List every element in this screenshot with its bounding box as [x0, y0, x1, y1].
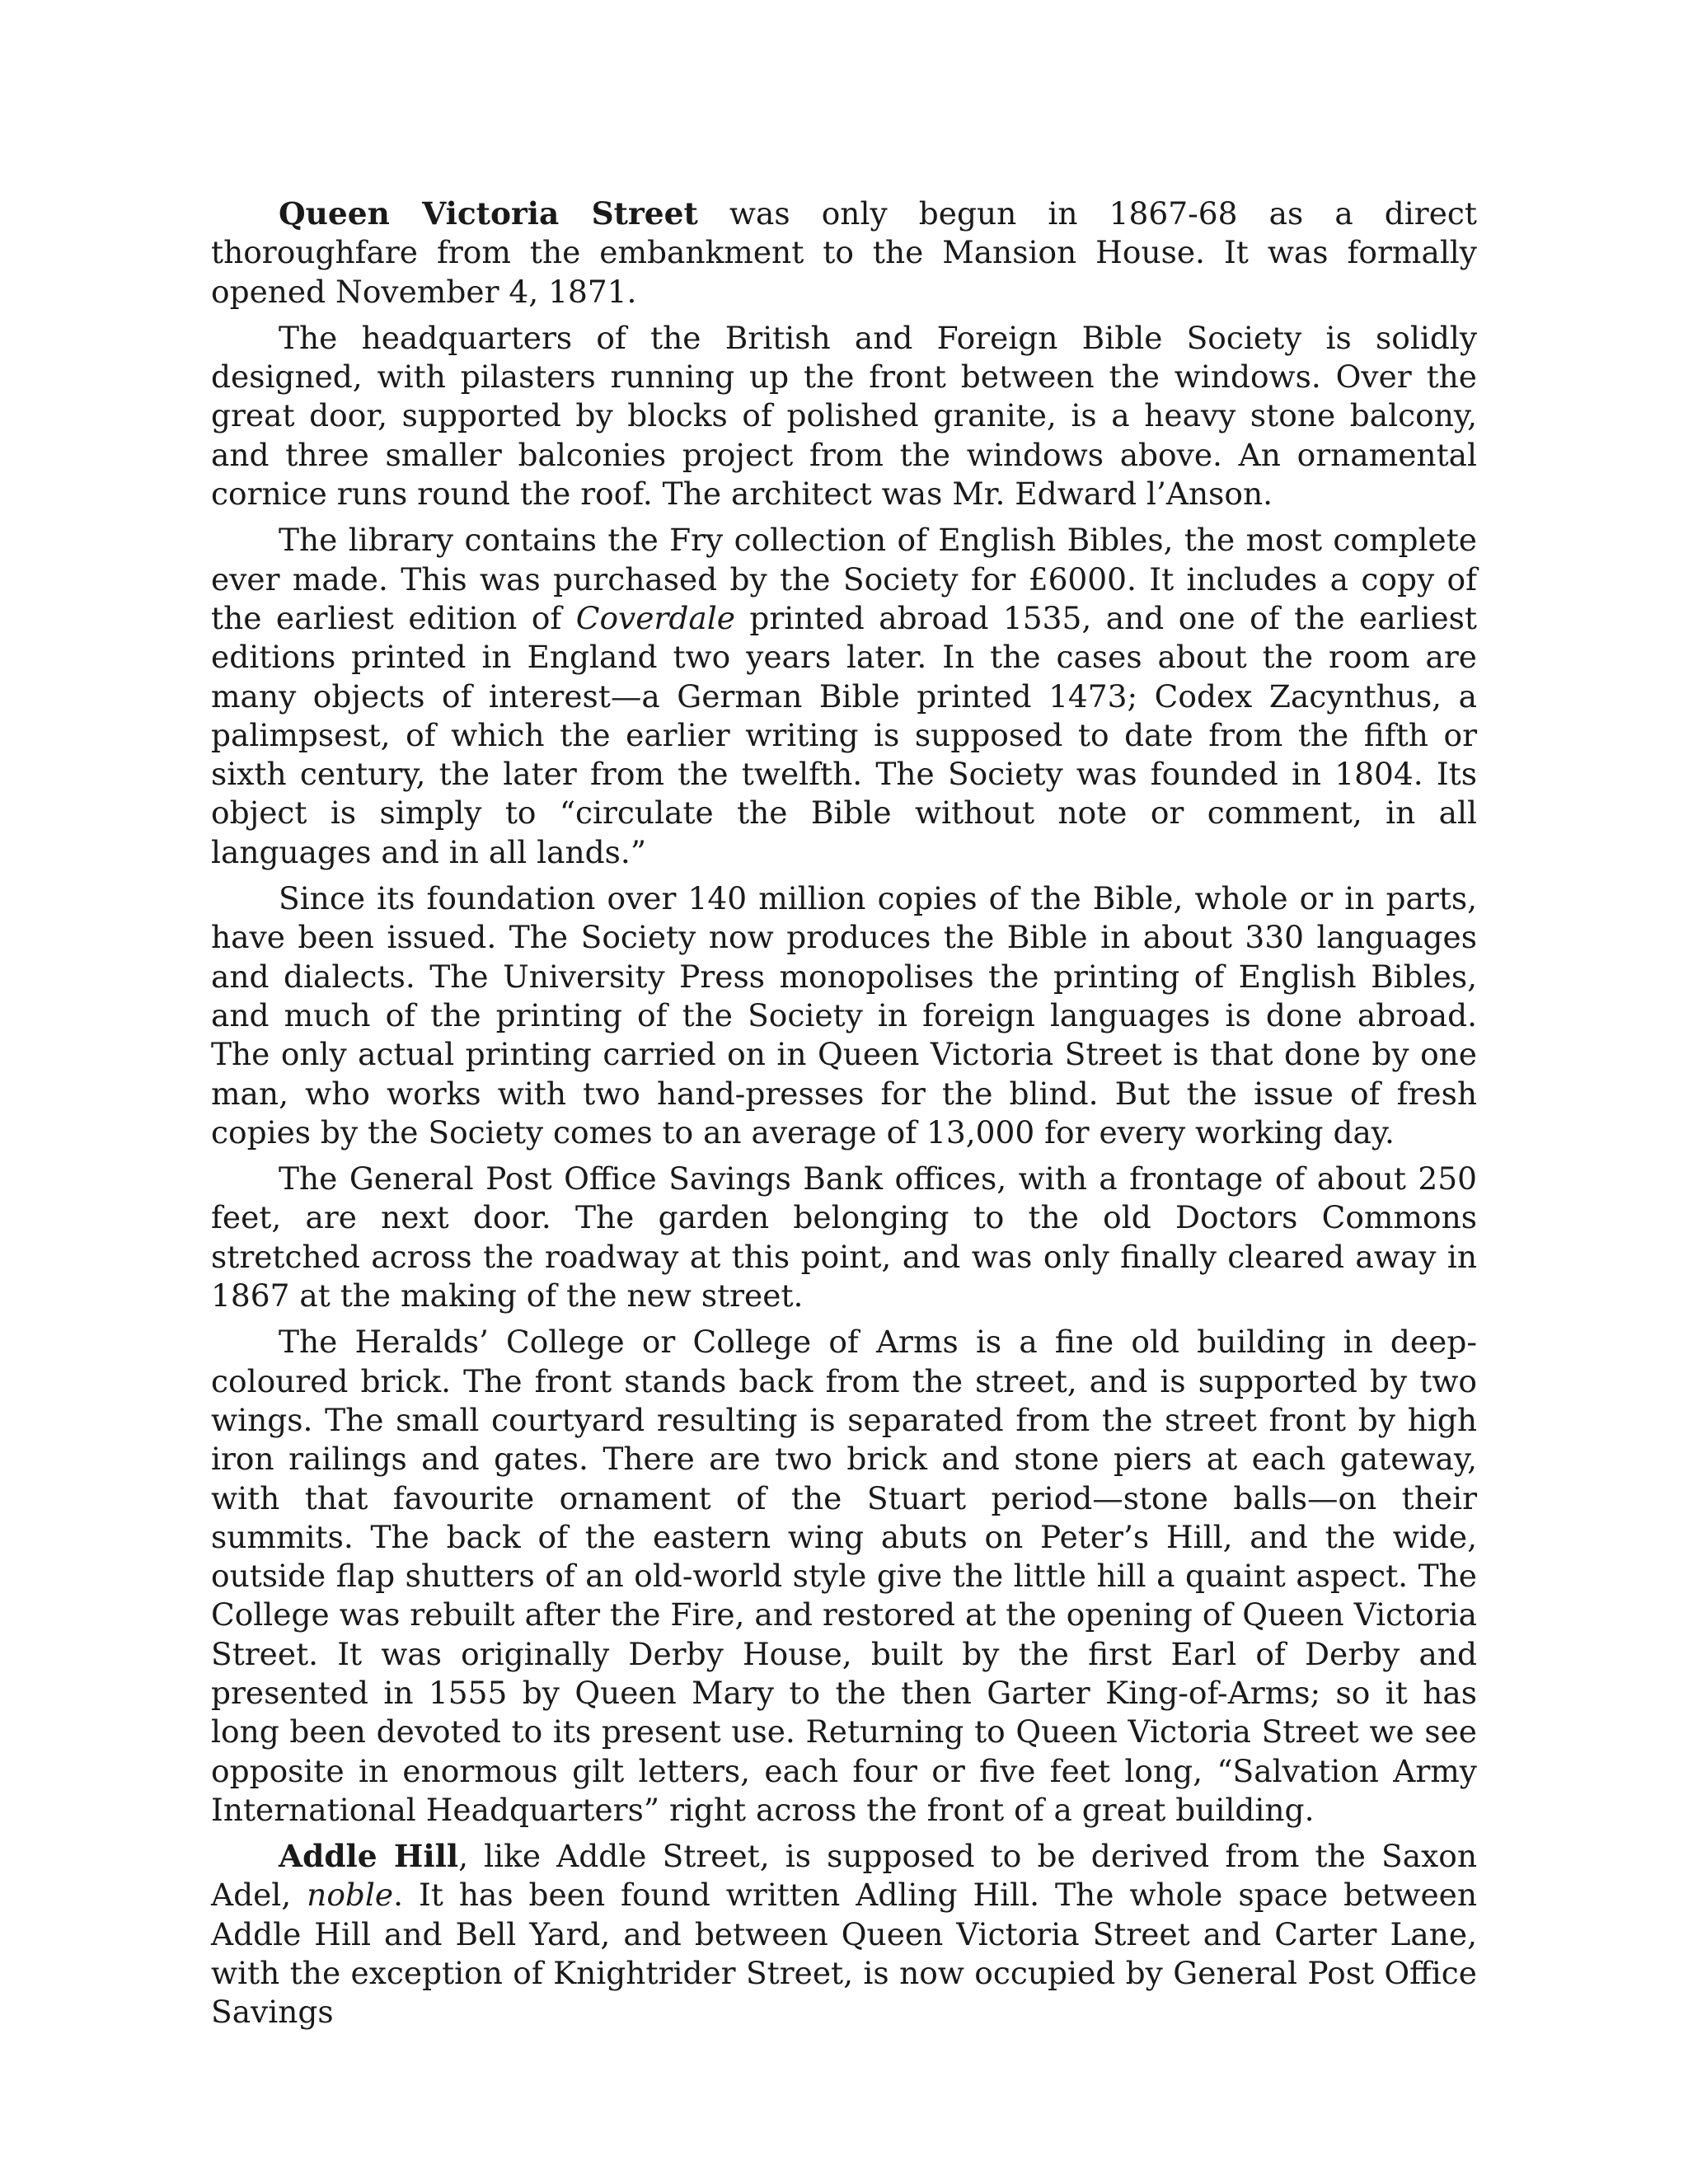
- paragraph: [211, 521, 1477, 872]
- document-page: [211, 194, 1477, 2040]
- paragraph-text: The library contains the Fry collection of English Bibles, the most complete ever made. This was purchased by the Society for £6000. It includes a copy of the earliest edition of: [211, 522, 1477, 636]
- paragraph-text: The Heralds’ College or College of Arms is a fine old building in deep-coloured brick. The front stands back from the street, and is supported by two wings. The small courtyard resulting is separated from the street front by high iron railings and gates. There are two brick and stone piers at each gateway, with that favourite ornament of the Stuart period—stone balls—on their summits. The back of the eastern wing abuts on Peter’s Hill, and the wide, outside flap shutters of an old-world style give the little hill a quaint aspect. The College was rebuilt after the Fire, and restored at the opening of Queen Victoria Street. It was originally Derby House, built by the first Earl of Derby and presented in 1555 by Queen Mary to the then Garter King-of-Arms; so it has long been devoted to its present use. Returning to Queen Victoria Street we see opposite in enormous gilt letters, each four or five feet long, “Salvation Army International Headquarters” right across the front of a great building.: [211, 1324, 1477, 1828]
- paragraph: [211, 319, 1477, 513]
- paragraph: [211, 194, 1477, 312]
- paragraph-lead-term: Addle Hill: [279, 1838, 459, 1875]
- paragraph: [211, 1160, 1477, 1315]
- paragraph-text: . It has been found written Adling Hill. The whole space between Addle Hill and Bell Yard, and between Queen Victoria Street and Carter Lane, with the exception of Knightrider Street, is now occupied by General Post Office Savings: [211, 1877, 1477, 2031]
- paragraph-text: Since its foundation over 140 million copies of the Bible, whole or in parts, have been issued. The Society now produces the Bible in about 330 languages and dialects. The University Press monopolises the printing of English Bibles, and much of the printing of the Society in foreign languages is done abroad. The only actual printing carried on in Queen Victoria Street is that done by one man, who works with two hand-presses for the blind. But the issue of fresh copies by the Society comes to an average of 13,000 for every working day.: [211, 880, 1477, 1151]
- paragraph-lead-term: Queen Victoria Street: [279, 195, 698, 232]
- paragraph: [211, 1837, 1477, 2032]
- paragraph-text: , like Addle Street, is supposed to be derived from the Saxon Adel,: [211, 1838, 1477, 1914]
- paragraph-text: The headquarters of the British and Foreign Bible Society is solidly designed, with pilasters running up the front between the windows. Over the great door, supported by blocks of polished granite, is a heavy stone balcony, and three smaller balconies project from the windows above. An ornamental cornice runs round the roof. The architect was Mr. Edward l’Anson.: [211, 319, 1477, 513]
- paragraph-text: was only begun in 1867-68 as a direct thoroughfare from the embankment to the Mansion House. It was formally opened November 4, 1871.: [211, 195, 1477, 310]
- italic-text: Coverdale: [575, 599, 735, 636]
- paragraph: [211, 1323, 1477, 1830]
- italic-text: noble: [307, 1877, 394, 1914]
- paragraph-text: printed abroad 1535, and one of the earliest editions printed in England two years later. In the cases about the room are many objects of interest—a German Bible printed 1473; Codex Zacynthus, a palimpsest, of which the earlier writing is supposed to date from the fifth or sixth century, the later from the twelfth. The Society was founded in 1804. Its object is simply to “circulate the Bible without note or comment, in all languages and in all lands.”: [211, 599, 1477, 870]
- paragraph-text: The General Post Office Savings Bank offices, with a frontage of about 250 feet, are next door. The garden belonging to the old Doctors Commons stretched across the roadway at this point, and was only finally cleared away in 1867 at the making of the new street.: [211, 1160, 1477, 1315]
- paragraph: [211, 879, 1477, 1152]
